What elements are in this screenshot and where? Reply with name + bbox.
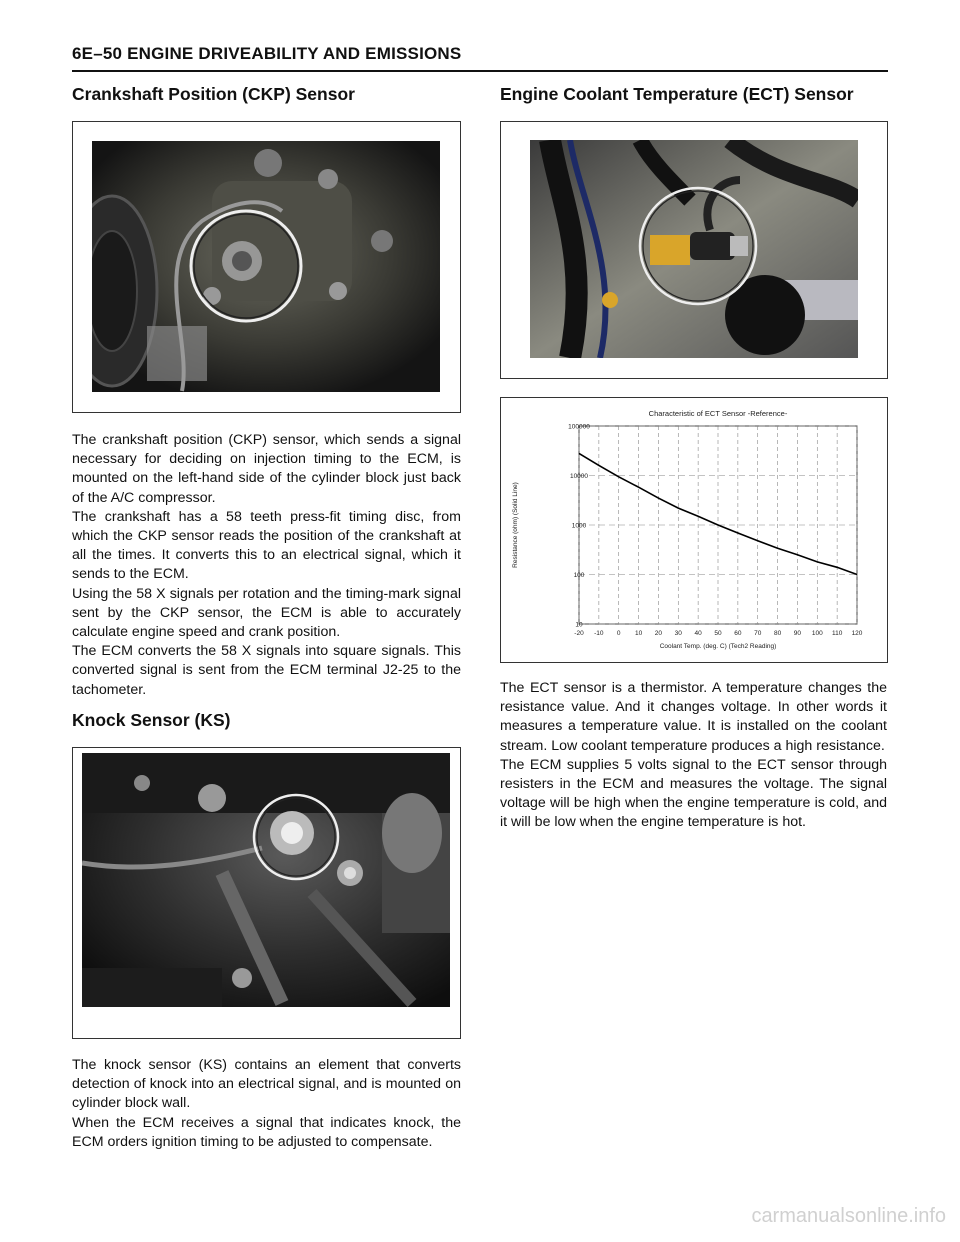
page-header	[72, 44, 888, 70]
ks-heading: Knock Sensor (KS)	[72, 710, 231, 730]
ckp-photo-drawing	[92, 141, 440, 392]
x-tick-label: 120	[851, 630, 863, 637]
x-tick-label: 10	[634, 630, 643, 637]
watermark-text: carmanualsonline.info	[751, 1205, 946, 1227]
ect-photo	[530, 140, 858, 358]
x-tick-label: 100	[811, 630, 823, 637]
y-tick-label: 100	[573, 572, 585, 579]
chart-title: Characteristic of ECT Sensor -Reference-	[648, 409, 788, 418]
ect-paragraph: The ECT sensor is a thermistor. A temperature changes the resistance value. And it changes voltage. In other words it measures a temperature value. It is installed on the coolant stream. Low coolant temperature produces a high resistance.	[500, 680, 887, 754]
ect-chart-figure	[500, 397, 888, 663]
x-tick-label: -20	[574, 630, 584, 637]
ect-text	[500, 679, 887, 833]
y-axis-label: Resistance (ohm) (Solid Line)	[512, 482, 519, 568]
ckp-heading: Crankshaft Position (CKP) Sensor	[72, 84, 355, 104]
x-tick-label: 60	[734, 630, 742, 637]
ks-photo-drawing	[82, 753, 450, 1007]
x-tick-label: 50	[714, 630, 722, 637]
x-tick-label: 90	[793, 630, 802, 637]
y-tick-label: 100000	[568, 423, 590, 431]
y-tick-label: 10	[575, 621, 583, 629]
ect-resistance-chart	[501, 398, 887, 662]
ks-photo	[82, 753, 450, 1007]
ckp-paragraph: The crankshaft position (CKP) sensor, which sends a signal necessary for deciding on injection timing to the ECM, is mounted on the left-hand side of the cylinder block just back of the A/C compressor.	[72, 432, 461, 506]
ckp-figure	[72, 121, 461, 413]
x-tick-label: 70	[754, 630, 762, 637]
x-tick-label: 80	[773, 630, 782, 637]
ect-figure	[500, 121, 888, 379]
ect-photo-drawing	[530, 140, 858, 358]
y-tick-label: 1000	[571, 522, 587, 530]
x-tick-label: 0	[616, 630, 621, 637]
x-tick-label: 40	[694, 630, 702, 637]
x-tick-label: 30	[674, 630, 682, 637]
y-tick-label: 10000	[569, 473, 589, 480]
x-tick-label: 110	[831, 630, 843, 637]
ks-figure	[72, 747, 461, 1039]
page-title: 6E–50 ENGINE DRIVEABILITY AND EMISSIONS	[72, 44, 462, 63]
ks-text	[72, 1056, 461, 1152]
ckp-text	[72, 431, 461, 700]
ect-heading: Engine Coolant Temperature (ECT) Sensor	[500, 84, 854, 104]
ckp-photo	[92, 141, 440, 392]
ckp-paragraph: The ECM converts the 58 X signals into square signals. This converted signal is sent from the ECM terminal J2-25 to the tachometer.	[72, 643, 461, 698]
x-tick-label: 20	[654, 630, 663, 637]
ckp-paragraph: The crankshaft has a 58 teeth press-fit timing disc, from which the CKP sensor reads the position of the crankshaft at all the times. It converts this to an electrical signal, which it sends to the ECM.	[72, 508, 461, 583]
ks-paragraph: The knock sensor (KS) contains an element that converts detection of knock into an electrical signal, and is mounted on cylinder block wall.	[72, 1057, 461, 1112]
ect-paragraph: The ECM supplies 5 volts signal to the ECT sensor through resisters in the ECM and measures the voltage. The signal voltage will be high when the engine temperature is cold, and it will be low when the engine temperature is hot.	[500, 756, 887, 831]
x-axis-label: Coolant Temp. (deg. C) (Tech2 Reading)	[659, 643, 777, 650]
x-tick-label: -10	[594, 630, 604, 637]
header-rule	[72, 70, 888, 72]
ks-paragraph: When the ECM receives a signal that indicates knock, the ECM orders ignition timing to be adjusted to compensate.	[72, 1114, 461, 1150]
ckp-paragraph: Using the 58 X signals per rotation and the timing-mark signal sent by the CKP sensor, the ECM is able to accurately calculate engine speed and crank position.	[72, 585, 461, 641]
